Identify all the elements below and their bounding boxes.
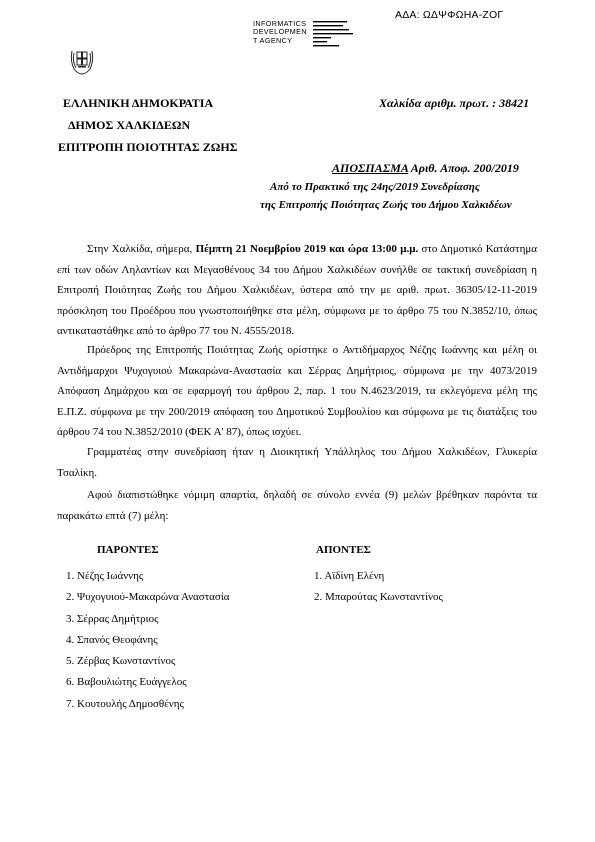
list-item: 4. Σπανός Θεοφάνης: [66, 633, 158, 646]
list-item: 1. Νέζης Ιωάννης: [66, 570, 144, 582]
extract-title: [332, 161, 519, 176]
paragraph-secretary: Γραμματέας στην συνεδρίαση ήταν η Διοικητική Υπάλληλος του Δήμου Χαλκιδέων, Γλυκερία Τσαλίκη.: [57, 446, 537, 479]
list-item: 7. Κουτουλής Δημοσθένης: [66, 697, 184, 710]
header-committee: ΕΠΙΤΡΟΠΗ ΠΟΙΟΤΗΤΑΣ ΖΩΗΣ: [58, 140, 238, 154]
list-item: 2. Ψυχογυιού-Μακαρώνα Αναστασία: [66, 591, 230, 604]
present-heading: ΠΑΡΟΝΤΕΣ: [97, 544, 159, 556]
header-municipality: ΔΗΜΟΣ ΧΑΛΚΙΔΕΩΝ: [68, 118, 191, 132]
meeting-datetime: Πέμπτη 21 Νοεμβρίου 2019 και ώρα 13:00 μ.μ.: [195, 243, 419, 255]
ida-line: T AGENCY: [253, 35, 293, 45]
header-country: ΕΛΛΗΝΙΚΗ ΔΗΜΟΚΡΑΤΙΑ: [63, 96, 214, 110]
paragraph-text: στο Δημοτικό Κατάστημα επί των οδών Ληλαντίων και Μεγασθένους 34 του Δήμου Χαλκιδέων συνήλθε σε τακτική συνεδρίαση η Επιτροπή Ποιότητας Ζωής του Δήμου Χαλκιδέων, ύστερα από την με αριθ. πρωτ. 36305/12-11-2019 πρόσκληση του Προέδρου που γνωστοποιήθηκε στα μέλη, σύμφωνα με το άρθρο 75 του Ν.3852/10, όπως αντικαταστάθηκε από το άρθρο 77 του Ν. 4555/2018.: [57, 243, 537, 338]
protocol-number: Χαλκίδα αριθμ. πρωτ. : 38421: [379, 96, 530, 110]
paragraph-composition: Πρόεδρος της Επιτροπής Ποιότητας Ζωής ορίστηκε ο Αντιδήμαρχος Νέζης Ιωάννης και μέλη οι Αντιδήμαρχοι Ψυχογυιού Μακαρώνα-Αναστασία και Σέρρας Δημήτριος, σύμφωνα με την 4073/2019 Απόφαση Δημάρχου και σε εφαρμογή του άρθρου 2, παρ. 1 του Ν.4623/2019, τα εκλεγόμενα μέλη της Ε.Π.Ζ. σύμφωνα με την 200/2019 απόφαση του Δημοτικού Συμβουλίου και σύμφωνα με τις διατάξεις του άρθρου 74 του Ν.3852/2010 (ΦΕΚ Α' 87), όπως ισχύει.: [57, 344, 537, 439]
paragraph-quorum: Αφού διαπιστώθηκε νόμιμη απαρτία, δηλαδή σε σύνολο εννέα (9) μελών βρέθηκαν παρόντα τα παρακάτω επτά (7) μέλη:: [57, 489, 537, 522]
list-item: 2. Μπαρούτας Κωνσταντίνος: [314, 591, 443, 604]
paragraph-meeting-details: [57, 239, 537, 342]
ida-line: INFORMATICS: [253, 19, 307, 28]
list-item: 1. Αϊδίνη Ελένη: [314, 570, 385, 582]
present-members-list: [66, 566, 230, 715]
minutes-subtitle: Από το Πρακτικό της 24ης/2019 Συνεδρίασης: [270, 181, 480, 193]
list-item: 5. Ζέρβας Κωνσταντίνος: [66, 655, 176, 668]
list-item: 6. Βαβουλιώτης Ευάγγελος: [66, 676, 187, 689]
ida-signature-fineprint: [313, 20, 358, 54]
paragraph-text: Στην Χαλκίδα, σήμερα,: [87, 243, 196, 255]
absent-members-list: [314, 566, 443, 609]
list-item: 3. Σέρρας Δημήτριος: [66, 612, 159, 625]
greek-emblem-icon: [69, 47, 95, 75]
ada-code: ΑΔΑ: ΩΔΨΦΩΗΑ-ΖΟΓ: [395, 9, 504, 21]
extract-label: ΑΠΟΣΠΑΣΜΑ: [332, 161, 409, 175]
ida-stamp: [253, 20, 307, 45]
committee-subtitle: της Επιτροπής Ποιότητας Ζωής του Δήμου Χαλκιδέων: [260, 199, 512, 211]
decision-number: Αριθ. Αποφ. 200/2019: [408, 161, 519, 175]
absent-heading: ΑΠΟΝΤΕΣ: [316, 544, 371, 556]
ida-line: DEVELOPMEN: [253, 27, 307, 37]
